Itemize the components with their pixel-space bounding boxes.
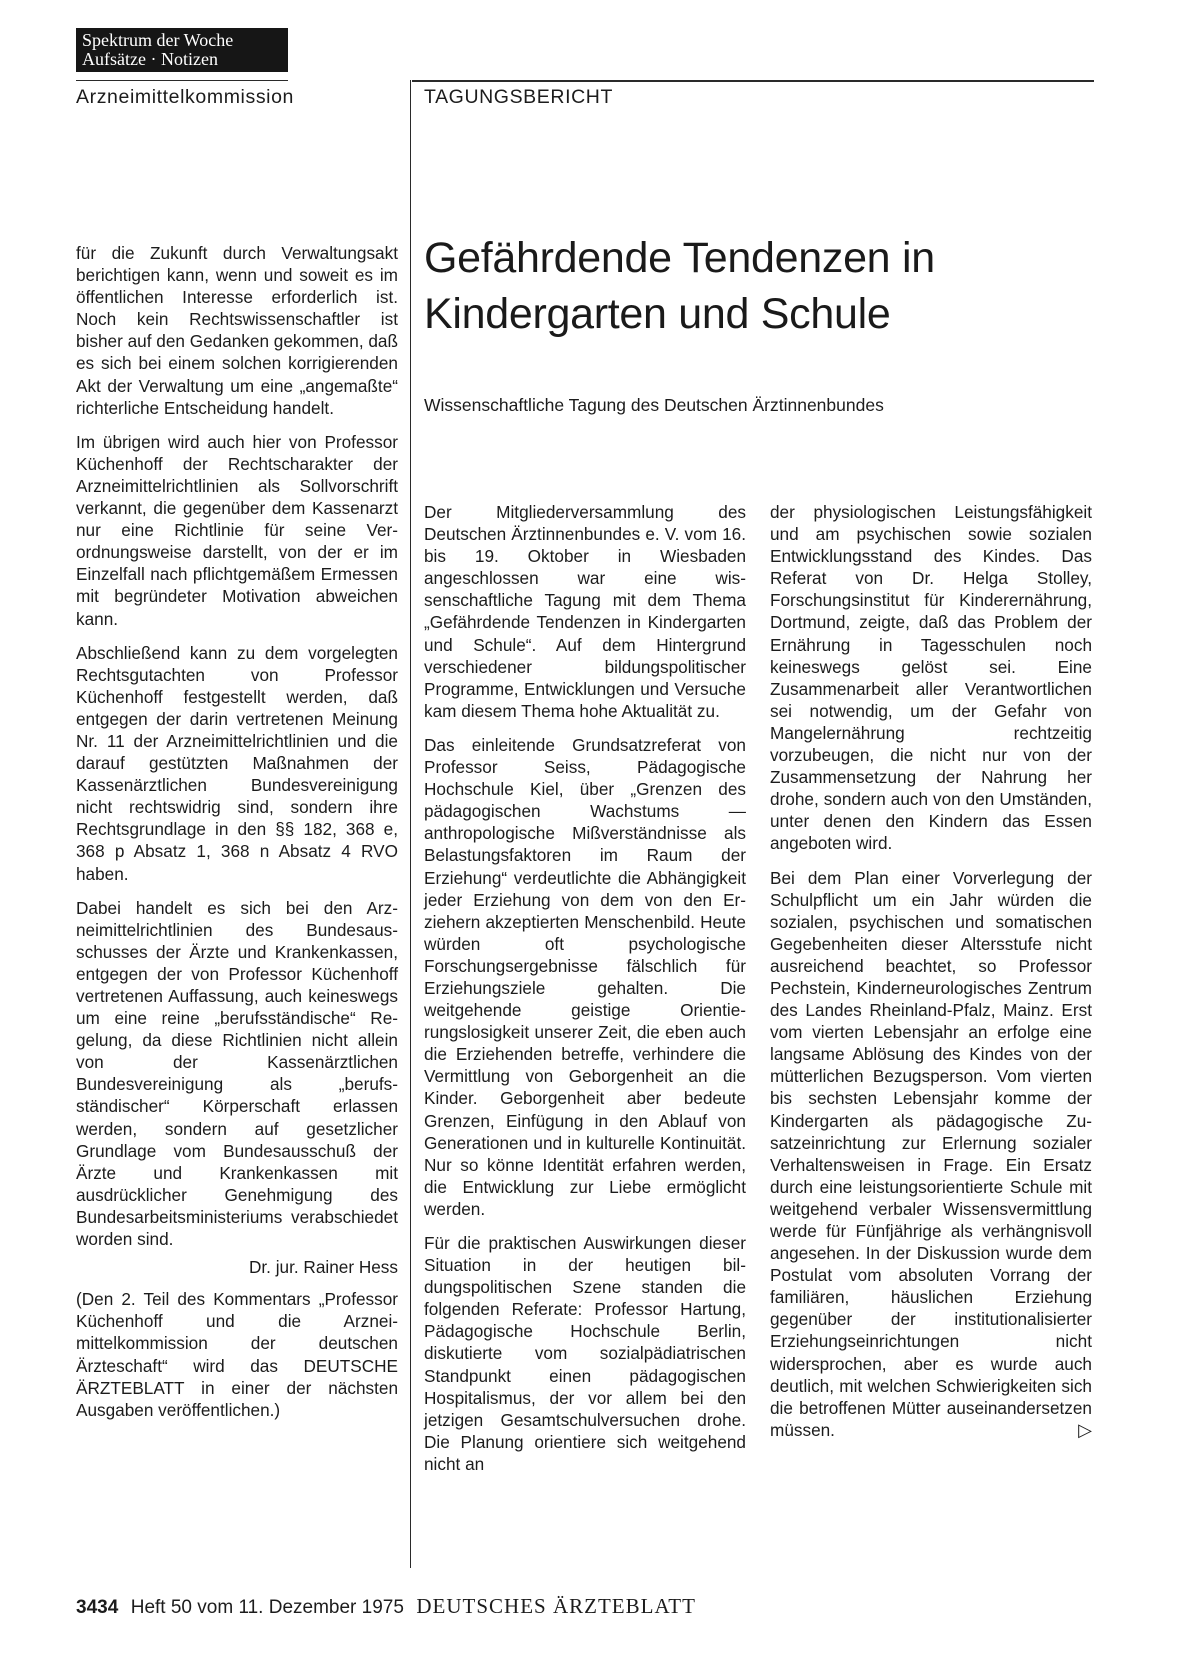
badge-line-2: Aufsätze · Notizen: [82, 49, 218, 69]
article-title: Gefährdende Tendenzen in Kindergarten und Schule: [424, 234, 935, 338]
paragraph: Das einleitende Grundsatzreferat von Professor Seiss, Pädagogische Hochschule Kiel, über „Grenzen des pädagogischen Wachstums — anthropologische Mißverständnisse als Belastungsfaktoren im Raum der Erziehung“ verdeutlichte die Abhängigkeit jeder Erziehung von dem von den Erziehern akzeptierten Menschenbild. Heute würden oft psychologische Forschungsergebnisse fälschlich für Erziehungsziele gehalten. Die weitgehende geistige Orientierungslosigkeit unserer Zeit, die eben auch die Erziehenden betreffe, verhindere die Vermittlung von Geborgenheit an die Kinder. Geborgenheit aber bedeute Grenzen, Einfügung in den Ablauf von Generationen und in kulturelle Kontinuität. Nur so könne Identität erfahren werden, die Entwicklung zur Liebe ermöglicht werden.: [424, 734, 746, 1219]
paragraph: Dabei handelt es sich bei den Arzneimittelrichtlinien des Bundesausschusses der Ärzte und Krankenkassen, entgegen der von Professor Küchenhoff vertretenen Auffassung, auch keineswegs um eine reine „berufsständische“ Regelung, da diese Richtlinien nicht allein von der Kassenärztlichen Bundesvereinigung als „berufsständischer“ Körperschaft erlassen werden, sondern auf gesetzlicher Grundlage vom Bundesausschuß der Ärzte und Krankenkassen mit ausdrücklicher Genehmigung des Bundesarbeitsministeriums verabschiedet worden sind.: [76, 897, 398, 1250]
paragraph: [770, 867, 1092, 1441]
badge-line-1: Spektrum der Woche: [82, 30, 234, 50]
page-footer: [76, 1594, 696, 1619]
paragraph: für die Zukunft durch Verwaltungsakt berichtigen kann, wenn und soweit es im öffentlichen Interesse erforderlich ist. Noch kein Rechtswissenschaftler ist bisher auf den Gedanken gekommen, daß es sich bei einem solchen korrigierenden Akt der Verwaltung um eine „angemaßte“ richterliche Entscheidung handelt.: [76, 243, 398, 418]
paragraph: der physiologischen Leistungsfähigkeit und am psychischen sowie sozialen Entwicklungsstand des Kindes. Das Referat von Dr. Helga Stolley, Forschungsinstitut für Kinderernährung, Dortmund, zeigte, daß das Problem der Ernährung in Tagesschulen noch keineswegs gelöst sei. Eine Zusammenarbeit aller Verantwortlichen sei notwendig, um der Gefahr von Mangelernährung rechtzeitig vorzubeugen, die nicht nur von der Zusammensetzung der Nahrung her drohe, sondern auch von den Umständen, unter denen den Kindern das Essen angeboten wird.: [770, 502, 1092, 854]
editorial-note: (Den 2. Teil des Kommentars „Professor Küchenhoff und die Arzneimittelkommission der deutschen Ärzteschaft“ wird das DEUTSCHE ÄRZTEBLATT in einer der nächsten Ausgaben veröffentlichen.): [76, 1289, 398, 1420]
paragraph: Der Mitgliederversammlung des Deutschen Ärztinnenbundes e. V. vom 16. bis 19. Oktober in Wiesbaden angeschlossen war eine wissenschaftliche Tagung mit dem Thema „Gefährdende Tendenzen in Kindergarten und Schule“. Auf dem Hintergrund verschiedener bildungspolitischer Programme, Entwicklungen und Versuche kam diesem Thema hohe Aktualität zu.: [424, 502, 746, 721]
left-article-column: [76, 242, 398, 1433]
article-column-1: [424, 501, 746, 1487]
section-label-right: TAGUNGSBERICHT: [424, 86, 613, 108]
continue-arrow-icon: ▷: [1078, 1419, 1092, 1440]
column-divider: [410, 80, 411, 1568]
paragraph: Abschließend kann zu dem vorgelegten Rechtsgutachten von Professor Küchenhoff festgestellt werden, daß entgegen der darin vertretenen Meinung Nr. 11 der Arzneimittelrichtlinien und die darauf gestützten Maßnahmen der Kassenärztlichen Bundesvereinigung nicht rechtswidrig sind, sondern ihre Rechtsgrundlage in den §§ 182, 368 e, 368 p Absatz 1, 368 n Absatz 4 RVO haben.: [76, 642, 398, 884]
author-signature: Dr. jur. Rainer Hess: [248, 1257, 398, 1278]
article-subtitle: Wissenschaftliche Tagung des Deutschen Ärztinnenbundes: [424, 395, 884, 415]
paragraph: Für die praktischen Auswirkungen dieser Situation in der heutigen bildungspolitischen Szene standen die folgenden Referate: Professor Hartung, Pädagogische Hochschule Berlin, diskutierte vom sozialpädiatrischen Standpunkt einen pädagogischen Hospitalismus, der vor allem bei den jetzigen Gesamtschulversuchen drohe. Die Planung orientiere sich weitgehend nicht an: [424, 1233, 746, 1474]
journal-name: DEUTSCHES ÄRZTEBLATT: [416, 1594, 696, 1618]
article-column-2: [770, 501, 1092, 1453]
issue-info: Heft 50 vom 11. Dezember 1975: [130, 1597, 404, 1618]
page-number: 3434: [76, 1597, 119, 1618]
header-rule-right: [412, 80, 1094, 82]
section-badge: [76, 28, 288, 72]
paragraph-text: Bei dem Plan einer Vorverlegung der Schulpflicht um ein Jahr würden die sozialen, psychischen und somatischen Gegebenheiten dieser Altersstufe nicht ausreichend beachtet, so Professor Pechstein, Kinderneurologisches Zentrum des Landes Rheinland-Pfalz, Mainz. Erst vom vierten Lebensjahr an erfolge eine langsame Ablösung des Kindes von der mütterlichen Bezugsperson. Vom vierten bis sechsten Lebensjahr komme der Kindergarten als pädagogische Zusatzeinrichtung zur Erlernung sozialer Verhaltensweisen in Frage. Ein Ersatz durch eine leistungsorientierte Schule mit weitgehend verbaler Wissensvermittlung werde für Fünfjährige als verhängnisvoll angesehen. In der Diskussion wurde dem Postulat vom absoluten Vorrang der familiären, häuslichen Erziehung gegenüber der institutionalisierter Erziehungseinrichtungen nicht widersprochen, aber es wurde auch deutlich, mit welchen Schwierigkeiten sich die betroffenen Mütter auseinandersetzen müssen.: [770, 867, 1092, 1440]
header-rule-left: [76, 80, 288, 81]
paragraph: Im übrigen wird auch hier von Professor Küchenhoff der Rechtscharakter der Arzneimittelrichtlinien als Sollvorschrift verkannt, die gegenüber dem Kassenarzt nur eine Richtlinie für seine Verordnungsweise darstellt, von der er im Einzelfall nach pflichtgemäßem Ermessen mit begründeter Motivation abweichen kann.: [76, 431, 398, 629]
section-label-left: Arzneimittelkommission: [76, 86, 294, 108]
